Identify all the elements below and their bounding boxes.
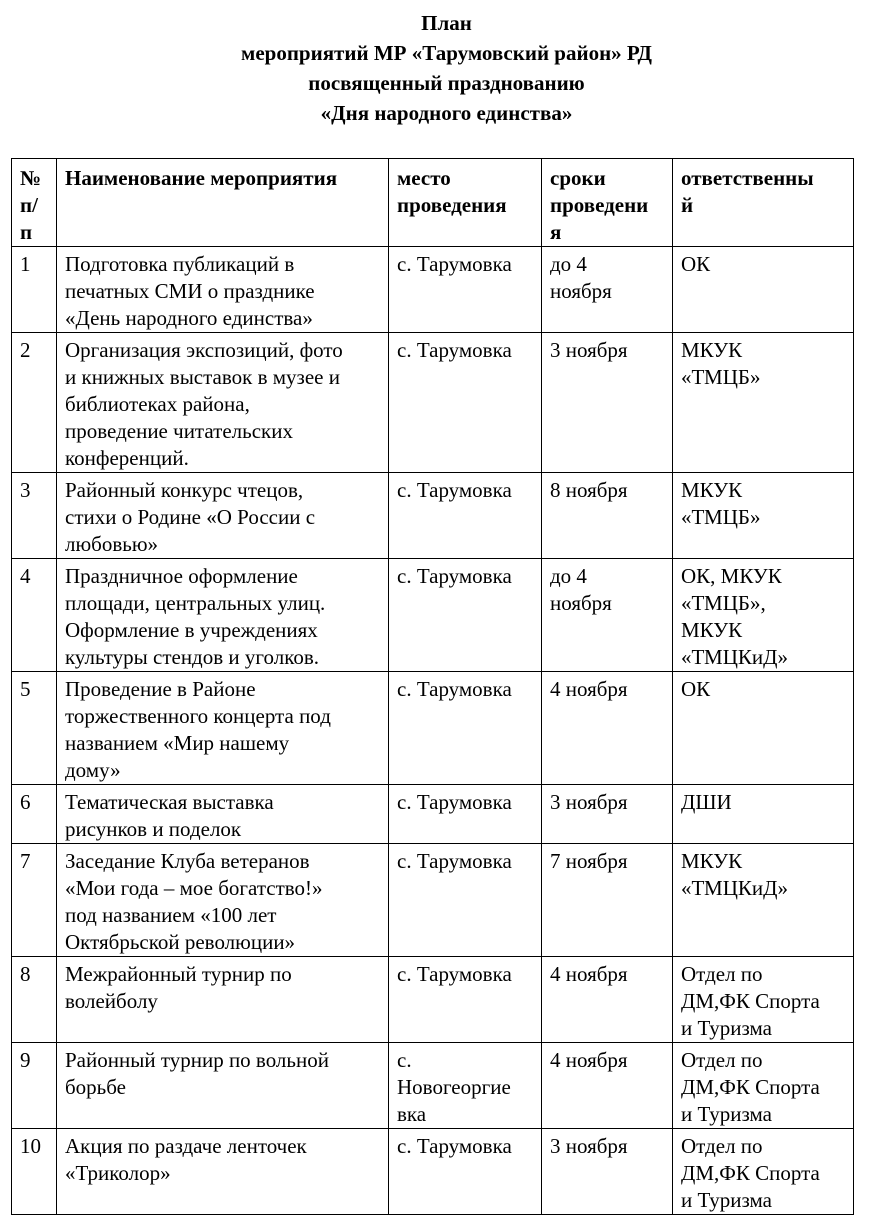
cell-date: до 4 ноября: [542, 559, 673, 672]
cell-name: Организация экспозиций, фото и книжных выставок в музее и библиотеках района, проведение читательских конференций.: [57, 333, 389, 473]
cell-name: Заседание Клуба ветеранов «Мои года – мое богатство!» под названием «100 лет Октябрьской революции»: [57, 844, 389, 957]
cell-name: Подготовка публикаций в печатных СМИ о празднике «День народного единства»: [57, 247, 389, 333]
cell-place: с. Тарумовка: [389, 473, 542, 559]
cell-date: 4 ноября: [542, 672, 673, 785]
title-line: «Дня народного единства»: [320, 101, 573, 125]
column-header-place: место проведения: [389, 159, 542, 247]
cell-number: 5: [12, 672, 57, 785]
cell-name: Тематическая выставка рисунков и поделок: [57, 785, 389, 844]
table-row: [12, 957, 854, 1043]
document-title: [0, 8, 893, 128]
table-row: [12, 473, 854, 559]
cell-place: с. Тарумовка: [389, 844, 542, 957]
table-row: [12, 247, 854, 333]
cell-name: Районный конкурс чтецов, стихи о Родине «О России с любовью»: [57, 473, 389, 559]
table-row: [12, 559, 854, 672]
cell-place: с. Новогеоргие вка: [389, 1043, 542, 1129]
cell-date: 4 ноября: [542, 957, 673, 1043]
cell-number: 9: [12, 1043, 57, 1129]
cell-responsible: ДШИ: [673, 785, 854, 844]
cell-date: 3 ноября: [542, 1129, 673, 1215]
cell-responsible: Отдел по ДМ,ФК Спорта и Туризма: [673, 1043, 854, 1129]
cell-name: Районный турнир по вольной борьбе: [57, 1043, 389, 1129]
cell-date: 4 ноября: [542, 1043, 673, 1129]
cell-number: 6: [12, 785, 57, 844]
table-row: [12, 844, 854, 957]
cell-date: 7 ноября: [542, 844, 673, 957]
cell-responsible: МКУК «ТМЦБ»: [673, 473, 854, 559]
cell-name: Праздничное оформление площади, центральных улиц. Оформление в учреждениях культуры стендов и уголков.: [57, 559, 389, 672]
cell-place: с. Тарумовка: [389, 333, 542, 473]
cell-place: с. Тарумовка: [389, 672, 542, 785]
table-row: [12, 333, 854, 473]
cell-number: 1: [12, 247, 57, 333]
cell-date: 3 ноября: [542, 333, 673, 473]
cell-name: Межрайонный турнир по волейболу: [57, 957, 389, 1043]
cell-name: Проведение в Районе торжественного концерта под названием «Мир нашему дому»: [57, 672, 389, 785]
cell-name: Акция по раздаче ленточек «Триколор»: [57, 1129, 389, 1215]
cell-date: 8 ноября: [542, 473, 673, 559]
column-header-date: сроки проведени я: [542, 159, 673, 247]
cell-number: 10: [12, 1129, 57, 1215]
cell-date: до 4 ноября: [542, 247, 673, 333]
cell-place: с. Тарумовка: [389, 559, 542, 672]
cell-number: 8: [12, 957, 57, 1043]
table-row: [12, 785, 854, 844]
cell-responsible: Отдел по ДМ,ФК Спорта и Туризма: [673, 1129, 854, 1215]
cell-responsible: ОК: [673, 247, 854, 333]
column-header-responsible: ответственны й: [673, 159, 854, 247]
cell-number: 2: [12, 333, 57, 473]
cell-responsible: МКУК «ТМЦКиД»: [673, 844, 854, 957]
column-header-name: Наименование мероприятия: [57, 159, 389, 247]
column-header-number: № п/ п: [12, 159, 57, 247]
cell-place: с. Тарумовка: [389, 957, 542, 1043]
cell-responsible: ОК, МКУК «ТМЦБ», МКУК «ТМЦКиД»: [673, 559, 854, 672]
cell-place: с. Тарумовка: [389, 1129, 542, 1215]
cell-place: с. Тарумовка: [389, 247, 542, 333]
cell-place: с. Тарумовка: [389, 785, 542, 844]
title-line: План: [421, 11, 472, 35]
cell-number: 7: [12, 844, 57, 957]
cell-date: 3 ноября: [542, 785, 673, 844]
cell-number: 4: [12, 559, 57, 672]
title-line: посвященный празднованию: [308, 71, 585, 95]
table-row: [12, 1043, 854, 1129]
cell-responsible: МКУК «ТМЦБ»: [673, 333, 854, 473]
table-row: [12, 1129, 854, 1215]
table-header-row: [12, 159, 854, 247]
title-line: мероприятий МР «Тарумовский район» РД: [241, 41, 652, 65]
cell-responsible: ОК: [673, 672, 854, 785]
table-row: [12, 672, 854, 785]
events-table: [11, 158, 854, 1215]
cell-number: 3: [12, 473, 57, 559]
cell-responsible: Отдел по ДМ,ФК Спорта и Туризма: [673, 957, 854, 1043]
